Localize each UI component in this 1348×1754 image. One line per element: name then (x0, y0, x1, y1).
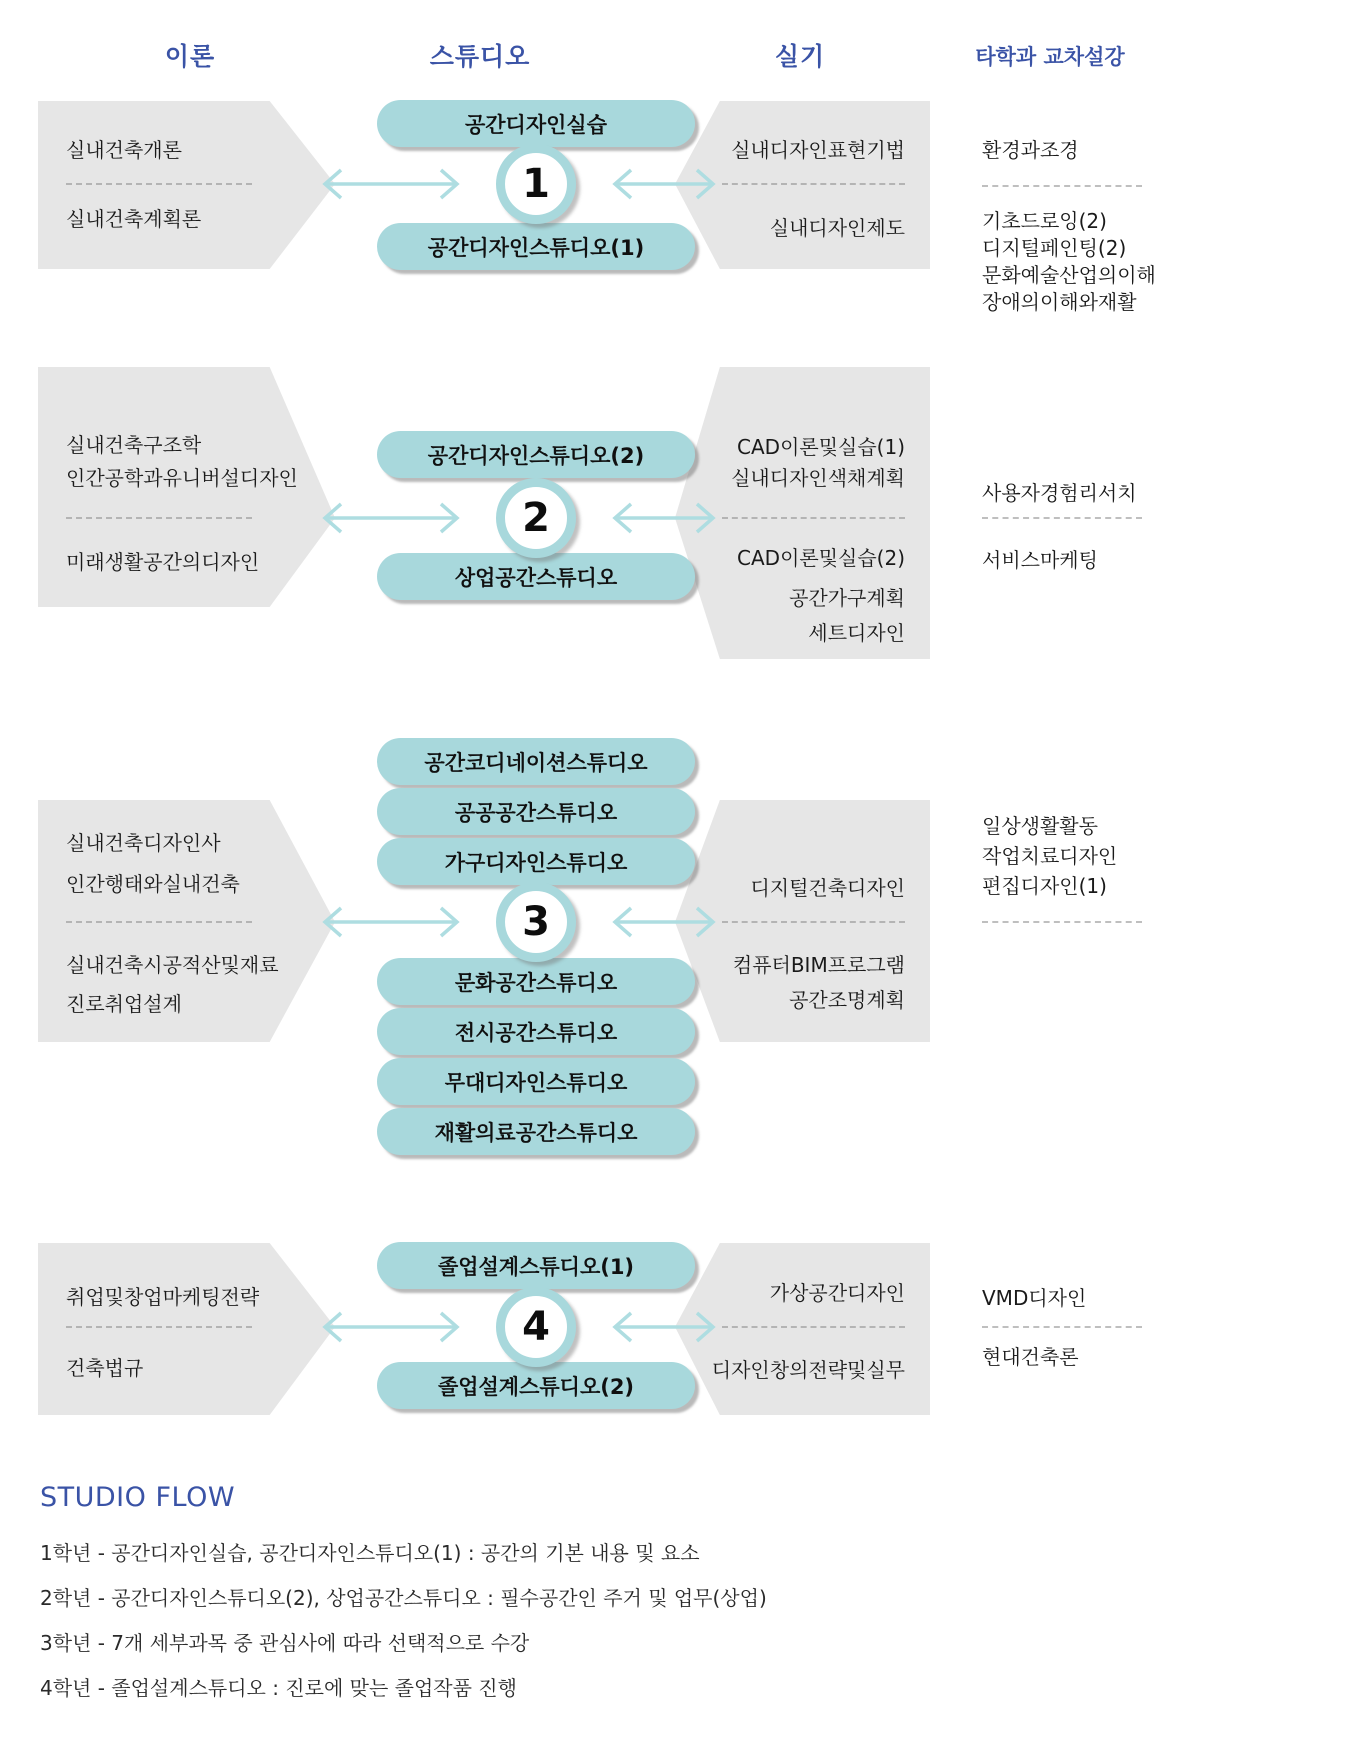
year-number: 3 (522, 899, 550, 945)
cross-divider (982, 517, 1142, 519)
studio-flow-line-1: 1학년 - 공간디자인실습, 공간디자인스튜디오(1) : 공간의 기본 내용 및 요소 (40, 1541, 700, 1565)
theory-course: 실내건축구조학 (66, 433, 202, 457)
cross-listed-course: 기초드로잉(2) (982, 209, 1107, 233)
practice-course: 공간조명계획 (789, 988, 905, 1012)
theory-course: 진로취업설계 (66, 992, 182, 1016)
double-arrow-left-icon (320, 500, 462, 540)
practice-course: 컴퓨터BIM프로그램 (732, 953, 905, 977)
practice-divider (722, 1326, 905, 1328)
double-arrow-left-icon (320, 904, 462, 944)
cross-listed-course: 서비스마케팅 (982, 548, 1098, 572)
double-arrow-left-icon (320, 1309, 462, 1349)
studio-pill: 졸업설계스튜디오(1) (377, 1242, 695, 1289)
practice-course: 디자인창의전략및실무 (711, 1358, 905, 1382)
studio-pill: 문화공간스튜디오 (377, 958, 695, 1005)
theory-course: 건축법규 (66, 1356, 144, 1380)
year-number-badge (496, 882, 576, 962)
studio-flow-line-3: 3학년 - 7개 세부과목 중 관심사에 따라 선택적으로 수강 (40, 1631, 530, 1655)
theory-block-year-1 (38, 101, 335, 269)
studio-pill: 상업공간스튜디오 (377, 553, 695, 600)
theory-divider (66, 183, 252, 185)
practice-course: 실내디자인제도 (769, 216, 905, 240)
year-number: 4 (522, 1304, 550, 1350)
theory-course: 실내건축계획론 (66, 207, 202, 231)
theory-course: 인간행태와실내건축 (66, 872, 240, 896)
theory-course: 실내건축개론 (66, 138, 182, 162)
studio-pill: 공간디자인스튜디오(1) (377, 223, 695, 270)
theory-course: 취업및창업마케팅전략 (66, 1285, 260, 1309)
studio-pill: 전시공간스튜디오 (377, 1008, 695, 1055)
cross-listed-course: 장애의이해와재활 (982, 290, 1137, 314)
column-header-cross-listed: 타학과 교차설강 (975, 45, 1125, 69)
cross-listed-course: 일상생활활동 (982, 814, 1098, 838)
double-arrow-right-icon (610, 500, 718, 540)
studio-pill: 공간디자인실습 (377, 100, 695, 147)
theory-divider (66, 1326, 252, 1328)
theory-course: 인간공학과유니버설디자인 (66, 466, 298, 490)
theory-course: 실내건축디자인사 (66, 831, 221, 855)
cross-listed-course: 편집디자인(1) (982, 874, 1107, 898)
practice-course: CAD이론및실습(2) (737, 546, 905, 570)
theory-divider (66, 517, 252, 519)
double-arrow-right-icon (610, 904, 718, 944)
practice-divider (722, 921, 905, 923)
year-number-badge (496, 144, 576, 224)
studio-flow-line-4: 4학년 - 졸업설계스튜디오 : 진로에 맞는 졸업작품 진행 (40, 1676, 517, 1700)
studio-flow-line-2: 2학년 - 공간디자인스튜디오(2), 상업공간스튜디오 : 필수공간인 주거 및 업무(상업) (40, 1586, 767, 1610)
theory-divider (66, 921, 252, 923)
studio-pill: 공간디자인스튜디오(2) (377, 431, 695, 478)
year-number: 2 (522, 495, 550, 541)
theory-course: 실내건축시공적산및재료 (66, 953, 279, 977)
cross-listed-course: VMD디자인 (982, 1286, 1087, 1310)
double-arrow-left-icon (320, 166, 462, 206)
practice-course: 실내디자인색채계획 (731, 466, 905, 490)
practice-course: 실내디자인표현기법 (731, 138, 905, 162)
double-arrow-right-icon (610, 166, 718, 206)
practice-course: CAD이론및실습(1) (737, 435, 905, 459)
practice-course: 가상공간디자인 (769, 1281, 905, 1305)
practice-course: 디지털건축디자인 (750, 876, 905, 900)
cross-listed-course: 작업치료디자인 (982, 844, 1118, 868)
studio-pill: 재활의료공간스튜디오 (377, 1108, 695, 1155)
cross-divider (982, 921, 1142, 923)
cross-listed-course: 문화예술산업의이해 (982, 263, 1156, 287)
cross-listed-course: 현대건축론 (982, 1345, 1079, 1369)
cross-listed-course: 환경과조경 (982, 138, 1079, 162)
studio-pill: 공간코디네이션스튜디오 (377, 738, 695, 785)
studio-pill: 공공공간스튜디오 (377, 788, 695, 835)
column-header-studio: 스튜디오 (429, 42, 531, 71)
studio-pill: 무대디자인스튜디오 (377, 1058, 695, 1105)
column-header-theory: 이론 (164, 42, 216, 71)
practice-divider (722, 517, 905, 519)
year-number-badge (496, 1287, 576, 1367)
double-arrow-right-icon (610, 1309, 718, 1349)
cross-listed-course: 사용자경험리서치 (982, 481, 1137, 505)
column-header-practice: 실기 (774, 42, 826, 71)
theory-block-year-4 (38, 1243, 335, 1415)
practice-course: 세트디자인 (808, 621, 905, 645)
studio-pill: 가구디자인스튜디오 (377, 838, 695, 885)
year-number-badge (496, 478, 576, 558)
cross-divider (982, 185, 1142, 187)
cross-listed-course: 디지털페인팅(2) (982, 236, 1127, 260)
practice-course: 공간가구계획 (789, 586, 905, 610)
studio-flow-title: STUDIO FLOW (40, 1482, 236, 1513)
theory-course: 미래생활공간의디자인 (66, 550, 260, 574)
cross-divider (982, 1326, 1142, 1328)
year-number: 1 (522, 161, 550, 207)
practice-divider (722, 183, 905, 185)
studio-pill: 졸업설계스튜디오(2) (377, 1362, 695, 1409)
